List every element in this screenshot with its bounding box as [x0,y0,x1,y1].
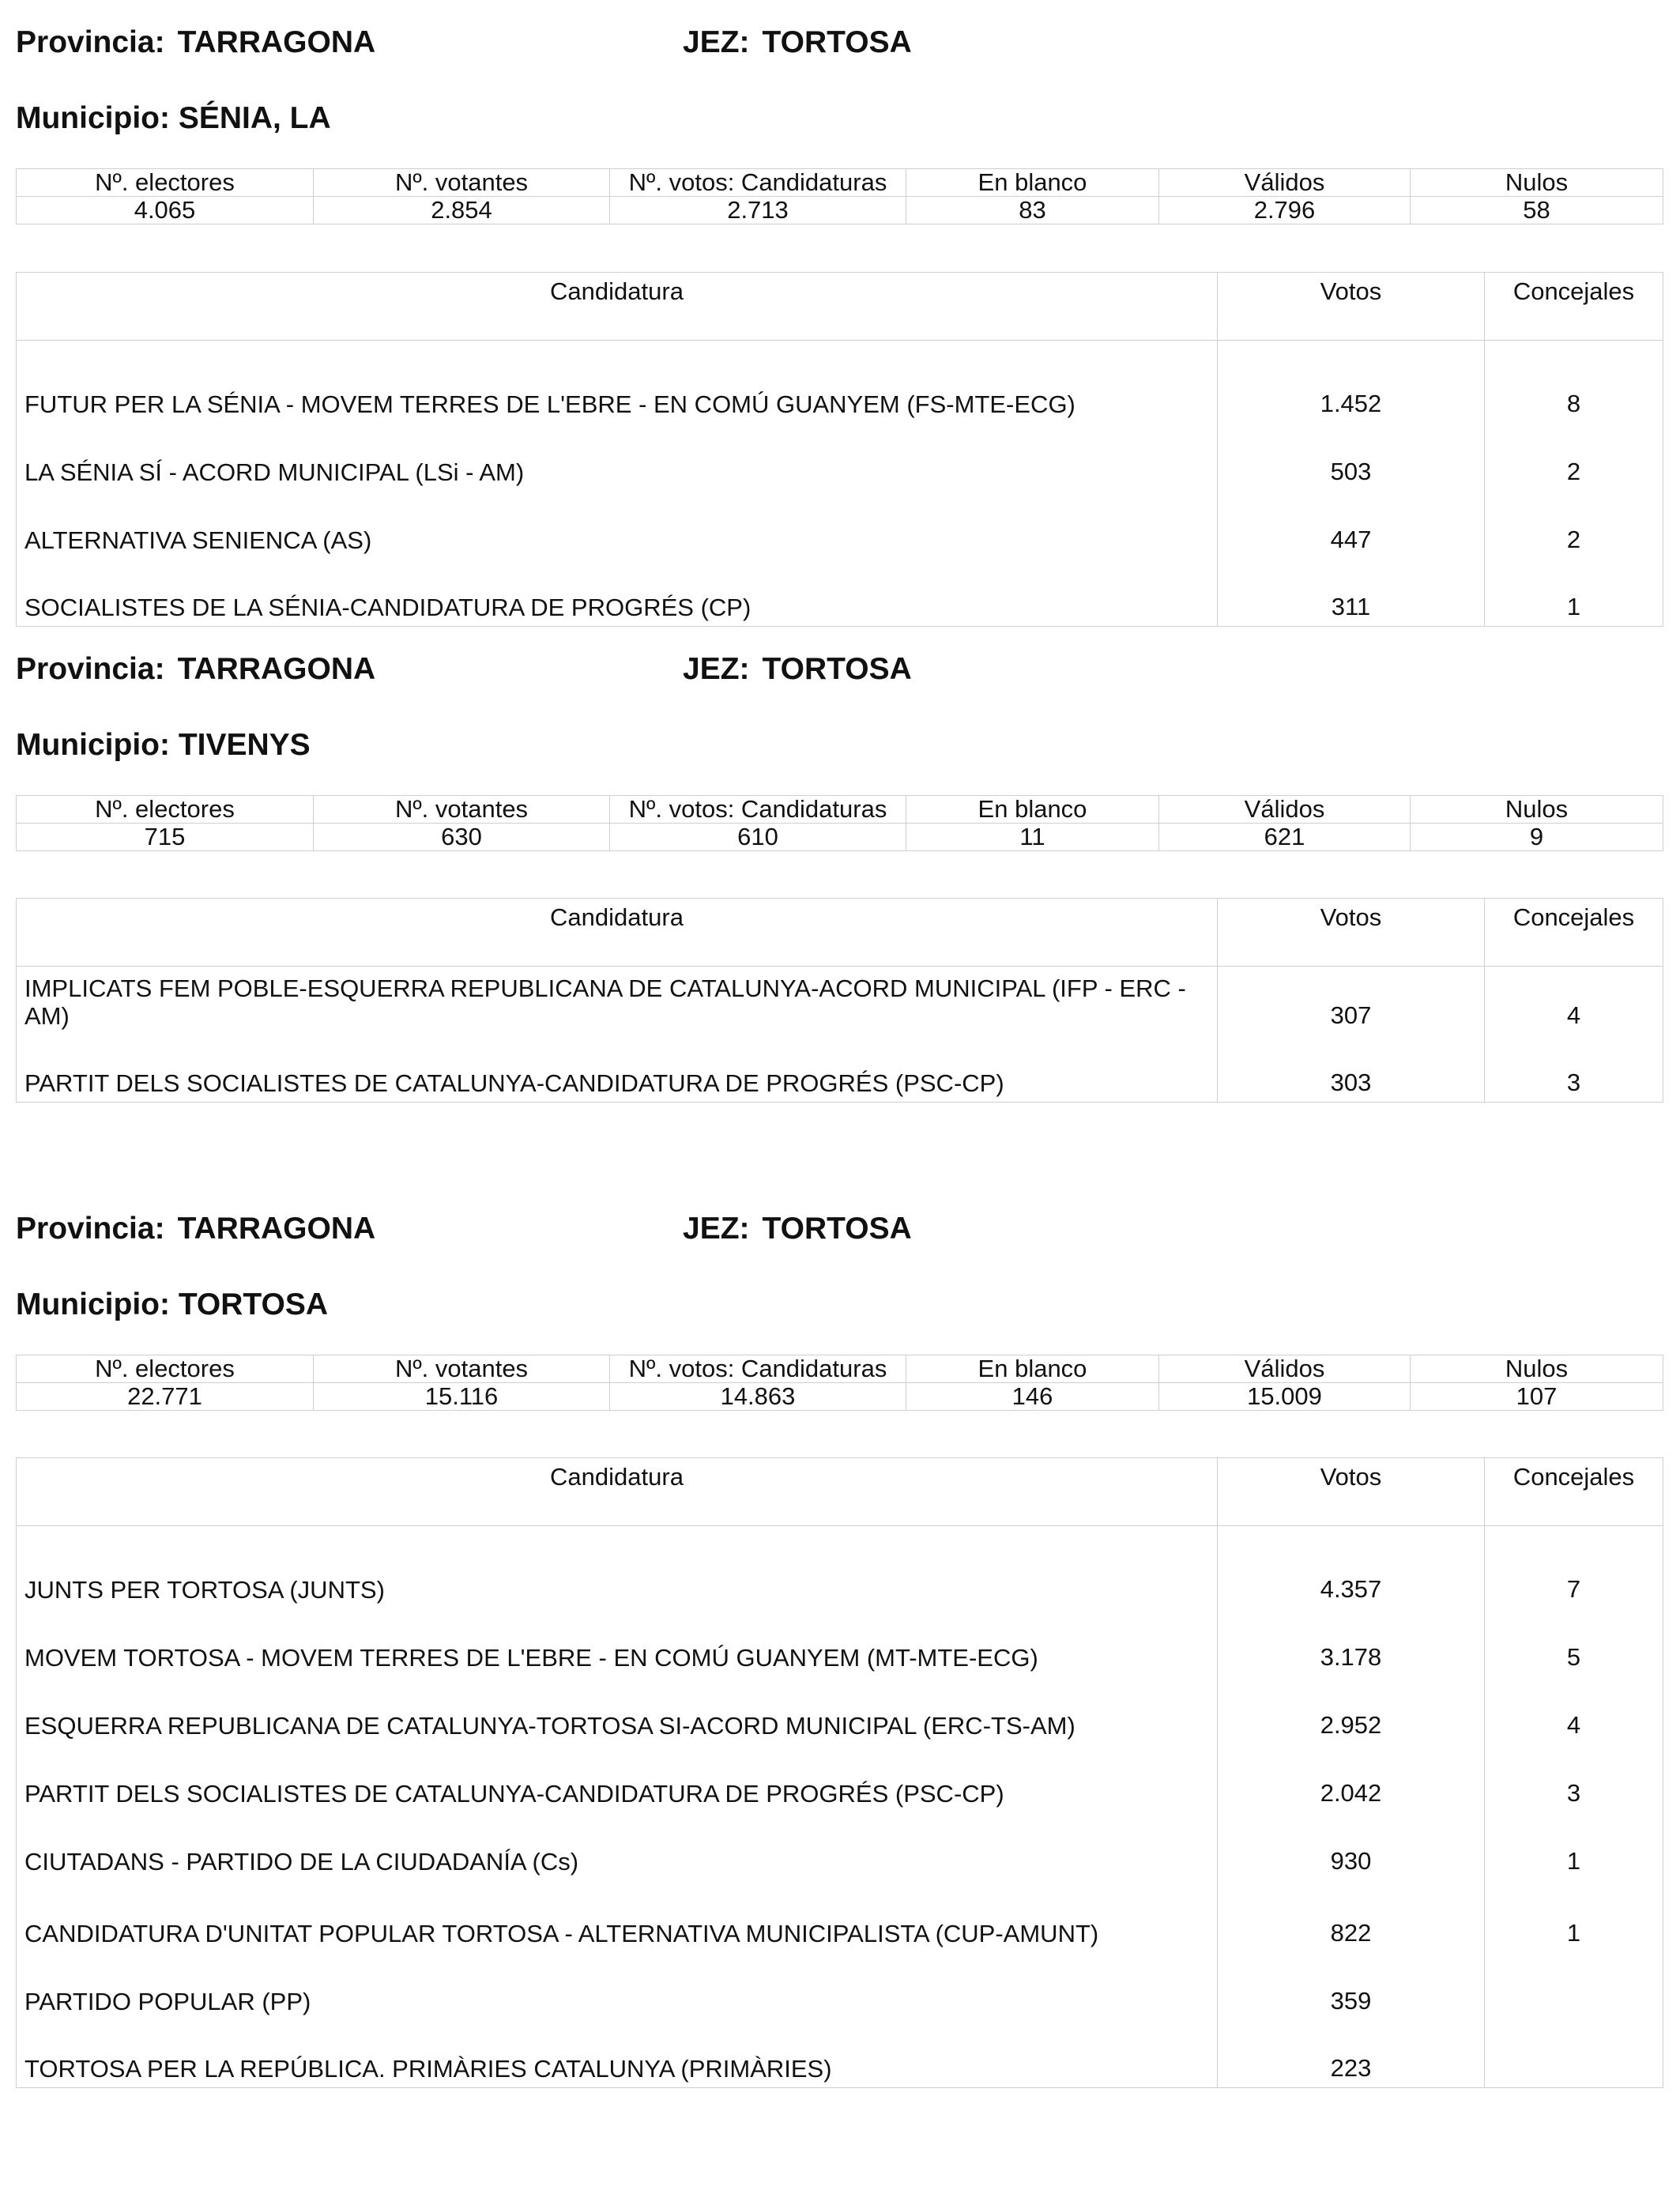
candidatura-name: ESQUERRA REPUBLICANA DE CATALUNYA-TORTOSA SI-ACORD MUNICIPAL (ERC-TS-AM) [17,1676,1218,1744]
candidatura-votos: 307 [1218,967,1485,1035]
provincia-heading [16,25,375,60]
stat-value-validos: 621 [1159,824,1411,851]
table-row [17,1676,1663,1744]
candidatura-votos: 2.042 [1218,1744,1485,1812]
stat-header-nulos: Nulos [1411,169,1663,197]
stat-value-electores: 715 [17,824,314,851]
candidatura-concejales: 4 [1485,1676,1663,1744]
candidatura-votos: 930 [1218,1812,1485,1880]
candidatura-name: MOVEM TORTOSA - MOVEM TERRES DE L'EBRE - EN COMÚ GUANYEM (MT-MTE-ECG) [17,1608,1218,1676]
stat-value-votantes: 630 [314,824,610,851]
candidatura-votos: 311 [1218,559,1485,627]
stat-value-en-blanco: 146 [906,1383,1159,1411]
jez-label: JEZ: [683,1212,750,1246]
stat-value-votantes: 2.854 [314,197,610,224]
stat-value-electores: 22.771 [17,1383,314,1411]
jez-label: JEZ: [683,652,750,686]
candidatura-votos: 223 [1218,2020,1485,2088]
provincia-label: Provincia: [16,1212,165,1246]
table-row [17,491,1663,559]
candidaturas-table [16,898,1663,1103]
candidatura-concejales: 5 [1485,1608,1663,1676]
candidatura-name: JUNTS PER TORTOSA (JUNTS) [17,1526,1218,1608]
provincia-value: TARRAGONA [177,1212,376,1246]
stats-header-row [17,1355,1663,1383]
col-header-votos: Votos [1218,899,1485,967]
candidatura-concejales: 1 [1485,559,1663,627]
municipio-heading [16,728,311,763]
candidatura-name: LA SÉNIA SÍ - ACORD MUNICIPAL (LSi - AM) [17,423,1218,491]
candidatura-name: CANDIDATURA D'UNITAT POPULAR TORTOSA - ALTERNATIVA MUNICIPALISTA (CUP-AMUNT) [17,1880,1218,1952]
jez-value: TORTOSA [762,25,912,59]
stat-value-en-blanco: 11 [906,824,1159,851]
candidatura-name: IMPLICATS FEM POBLE-ESQUERRA REPUBLICANA DE CATALUNYA-ACORD MUNICIPAL (IFP - ERC - AM) [17,967,1218,1035]
stat-header-votantes: Nº. votantes [314,796,610,824]
jez-heading [683,1212,912,1246]
candidatura-name: ALTERNATIVA SENIENCA (AS) [17,491,1218,559]
stat-value-nulos: 9 [1411,824,1663,851]
col-header-concejales: Concejales [1485,273,1663,341]
stat-value-votos-candidaturas: 14.863 [610,1383,906,1411]
stat-header-en-blanco: En blanco [906,169,1159,197]
candidaturas-header-row [17,1458,1663,1526]
candidatura-concejales: 2 [1485,423,1663,491]
stat-header-nulos: Nulos [1411,1355,1663,1383]
candidatura-concejales: 2 [1485,491,1663,559]
stat-header-nulos: Nulos [1411,796,1663,824]
candidatura-concejales: 1 [1485,1880,1663,1952]
candidatura-votos: 303 [1218,1035,1485,1103]
municipio-heading [16,101,331,136]
candidatura-votos: 2.952 [1218,1676,1485,1744]
stat-header-votos-candidaturas: Nº. votos: Candidaturas [610,169,906,197]
table-row [17,559,1663,627]
table-row [17,1608,1663,1676]
table-row [17,1880,1663,1952]
stat-value-votos-candidaturas: 610 [610,824,906,851]
stats-value-row [17,1383,1663,1411]
jez-value: TORTOSA [762,652,912,686]
stats-header-row [17,169,1663,197]
municipio-label: Municipio: [16,101,170,135]
candidatura-name: PARTIDO POPULAR (PP) [17,1952,1218,2020]
stat-value-votantes: 15.116 [314,1383,610,1411]
jez-value: TORTOSA [762,1212,912,1246]
stat-header-validos: Válidos [1159,796,1411,824]
stat-header-en-blanco: En blanco [906,796,1159,824]
candidatura-votos: 3.178 [1218,1608,1485,1676]
table-row [17,1744,1663,1812]
stat-header-electores: Nº. electores [17,796,314,824]
candidatura-votos: 822 [1218,1880,1485,1952]
candidatura-name: TORTOSA PER LA REPÚBLICA. PRIMÀRIES CATALUNYA (PRIMÀRIES) [17,2020,1218,2088]
candidatura-name: PARTIT DELS SOCIALISTES DE CATALUNYA-CANDIDATURA DE PROGRÉS (PSC-CP) [17,1744,1218,1812]
candidatura-concejales: 1 [1485,1812,1663,1880]
stat-header-votantes: Nº. votantes [314,1355,610,1383]
provincia-heading [16,1212,375,1246]
stat-value-electores: 4.065 [17,197,314,224]
candidatura-votos: 4.357 [1218,1526,1485,1608]
candidatura-votos: 1.452 [1218,341,1485,423]
stat-value-validos: 15.009 [1159,1383,1411,1411]
stat-value-nulos: 58 [1411,197,1663,224]
col-header-votos: Votos [1218,1458,1485,1526]
municipio-label: Municipio: [16,728,170,762]
stat-value-nulos: 107 [1411,1383,1663,1411]
municipio-value: TIVENYS [178,728,311,762]
candidatura-votos: 503 [1218,423,1485,491]
col-header-candidatura: Candidatura [17,273,1218,341]
jez-label: JEZ: [683,25,750,59]
municipio-label: Municipio: [16,1287,170,1321]
stats-table [16,795,1663,851]
stat-header-votantes: Nº. votantes [314,169,610,197]
stat-header-votos-candidaturas: Nº. votos: Candidaturas [610,1355,906,1383]
jez-heading [683,652,912,687]
provincia-label: Provincia: [16,25,165,59]
col-header-concejales: Concejales [1485,899,1663,967]
stat-header-en-blanco: En blanco [906,1355,1159,1383]
candidatura-concejales [1485,1952,1663,2020]
candidaturas-table [16,1457,1663,2088]
candidatura-concejales: 4 [1485,967,1663,1035]
stats-value-row [17,824,1663,851]
municipio-value: TORTOSA [178,1287,329,1321]
table-row [17,967,1663,1035]
municipio-heading [16,1287,328,1322]
table-row [17,1952,1663,2020]
candidatura-name: PARTIT DELS SOCIALISTES DE CATALUNYA-CANDIDATURA DE PROGRÉS (PSC-CP) [17,1035,1218,1103]
municipio-value: SÉNIA, LA [178,101,331,135]
provincia-value: TARRAGONA [177,25,376,59]
candidatura-concejales: 8 [1485,341,1663,423]
stat-header-electores: Nº. electores [17,1355,314,1383]
stat-header-electores: Nº. electores [17,169,314,197]
provincia-label: Provincia: [16,652,165,686]
table-row [17,423,1663,491]
stats-header-row [17,796,1663,824]
candidatura-name: FUTUR PER LA SÉNIA - MOVEM TERRES DE L'EBRE - EN COMÚ GUANYEM (FS-MTE-ECG) [17,341,1218,423]
candidatura-concejales [1485,2020,1663,2088]
stats-value-row [17,197,1663,224]
candidaturas-header-row [17,273,1663,341]
stat-header-validos: Válidos [1159,1355,1411,1383]
col-header-candidatura: Candidatura [17,899,1218,967]
col-header-concejales: Concejales [1485,1458,1663,1526]
stat-value-validos: 2.796 [1159,197,1411,224]
candidatura-votos: 447 [1218,491,1485,559]
stat-header-validos: Válidos [1159,169,1411,197]
candidatura-name: CIUTADANS - PARTIDO DE LA CIUDADANÍA (Cs) [17,1812,1218,1880]
stat-value-en-blanco: 83 [906,197,1159,224]
stat-header-votos-candidaturas: Nº. votos: Candidaturas [610,796,906,824]
col-header-votos: Votos [1218,273,1485,341]
table-row [17,341,1663,423]
table-row [17,1526,1663,1608]
candidatura-concejales: 3 [1485,1035,1663,1103]
table-row [17,1035,1663,1103]
table-row [17,1812,1663,1880]
jez-heading [683,25,912,60]
candidatura-votos: 359 [1218,1952,1485,2020]
candidaturas-table [16,272,1663,627]
candidatura-concejales: 3 [1485,1744,1663,1812]
col-header-candidatura: Candidatura [17,1458,1218,1526]
stats-table [16,1355,1663,1411]
provincia-heading [16,652,375,687]
candidatura-concejales: 7 [1485,1526,1663,1608]
table-row [17,2020,1663,2088]
stats-table [16,168,1663,224]
candidaturas-header-row [17,899,1663,967]
stat-value-votos-candidaturas: 2.713 [610,197,906,224]
provincia-value: TARRAGONA [177,652,376,686]
candidatura-name: SOCIALISTES DE LA SÉNIA-CANDIDATURA DE PROGRÉS (CP) [17,559,1218,627]
